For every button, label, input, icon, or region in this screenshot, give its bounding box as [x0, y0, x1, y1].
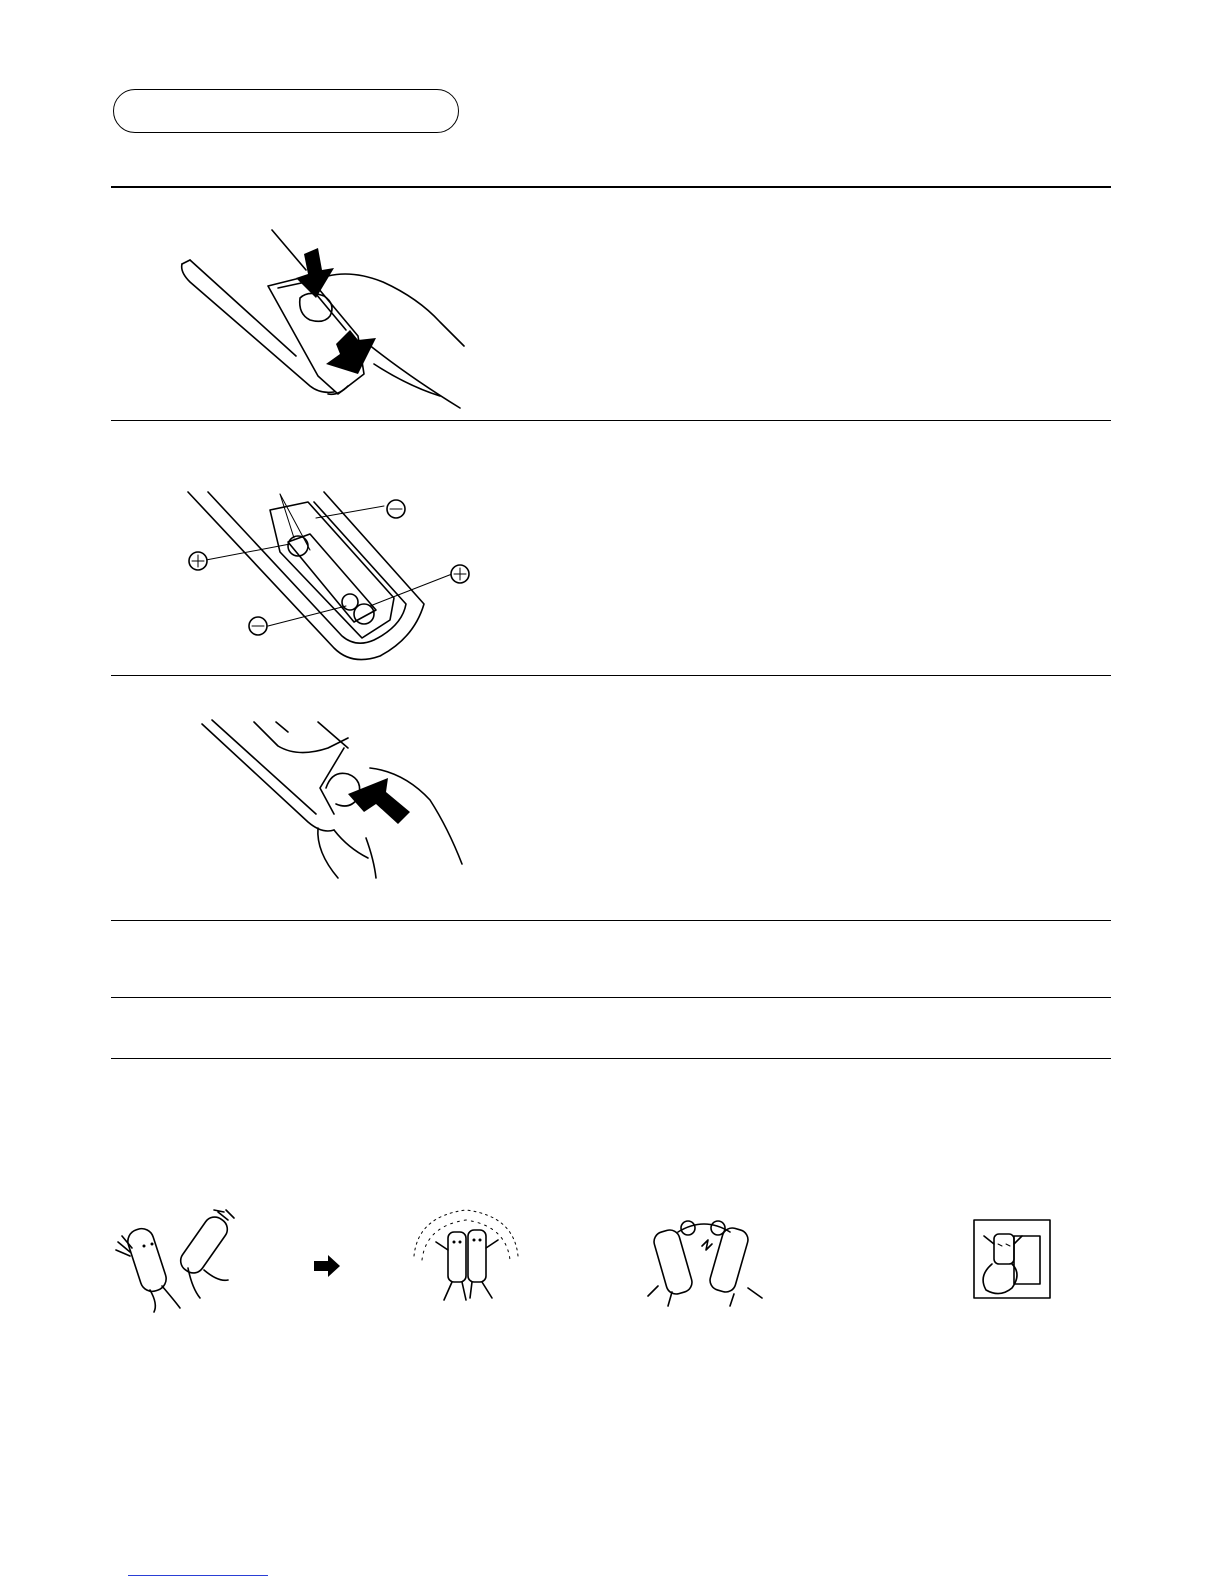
- divider-step2: [111, 675, 1111, 676]
- footer-link[interactable]: [128, 1575, 268, 1576]
- remote-open-cover-icon: [178, 226, 468, 410]
- battery-fire-icon: [966, 1216, 1056, 1302]
- divider-step3: [111, 920, 1111, 921]
- divider-note2: [111, 1058, 1111, 1059]
- remote-battery-insert-icon: [184, 488, 474, 664]
- mismatched-batteries-icon: [110, 1208, 250, 1316]
- remote-close-cover-icon: [198, 718, 466, 882]
- section-title-box: [113, 89, 459, 133]
- divider-top: [111, 186, 1111, 188]
- divider-step1: [111, 420, 1111, 421]
- right-arrow-icon: [312, 1254, 342, 1278]
- divider-note1: [111, 997, 1111, 998]
- batteries-heat-icon: [408, 1206, 524, 1306]
- batteries-short-circuit-icon: [638, 1216, 778, 1308]
